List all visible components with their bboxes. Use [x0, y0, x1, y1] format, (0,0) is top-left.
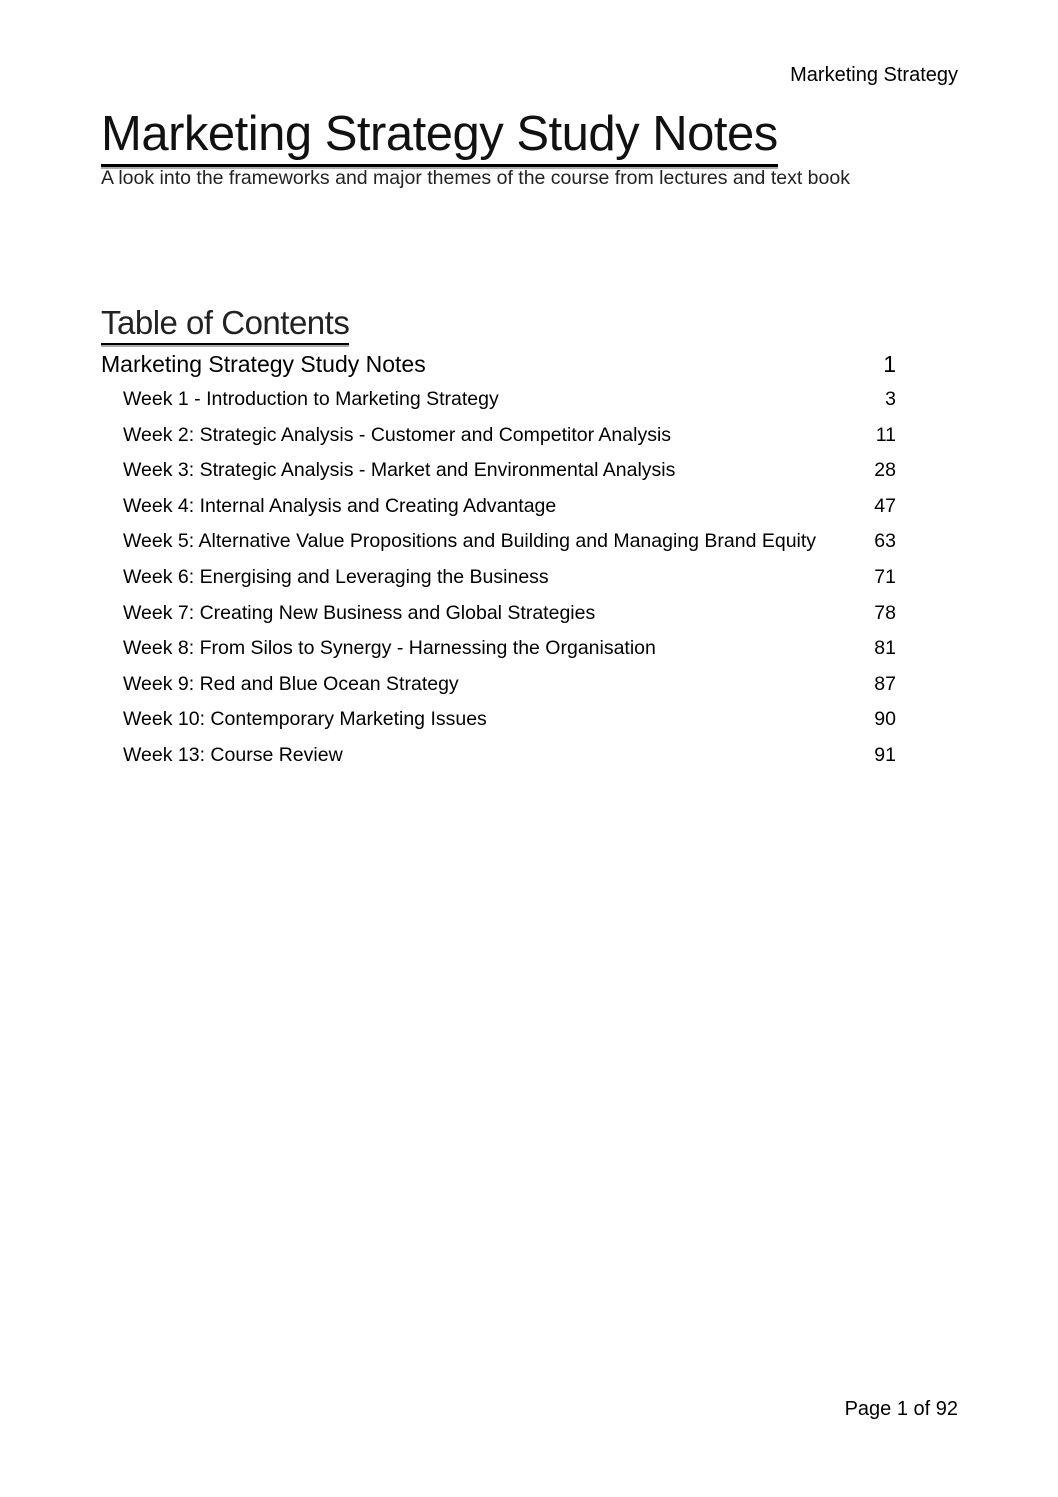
toc-entry-label[interactable]: Week 2: Strategic Analysis - Customer and Competitor Analysis — [123, 423, 672, 446]
toc-entry[interactable] — [101, 418, 896, 454]
toc-entry[interactable] — [101, 524, 896, 560]
toc-entry-label[interactable]: Week 8: From Silos to Synergy - Harnessing the Organisation — [123, 637, 656, 660]
toc-entry-page: 47 — [874, 494, 896, 517]
toc-entry-label[interactable]: Week 10: Contemporary Marketing Issues — [123, 708, 487, 731]
toc-entry-label[interactable]: Week 3: Strategic Analysis - Market and Environmental Analysis — [123, 459, 676, 482]
toc-entry-page: 81 — [874, 637, 896, 660]
document-subtitle: A look into the frameworks and major themes of the course from lectures and text book — [101, 167, 850, 189]
toc-entry[interactable] — [101, 702, 896, 738]
toc-entry-page: 90 — [874, 708, 896, 731]
toc-entry-page: 71 — [874, 565, 896, 588]
toc-entry-label[interactable]: Marketing Strategy Study Notes — [101, 351, 426, 377]
toc-entry-page: 11 — [875, 423, 896, 446]
toc-heading: Table of Contents — [101, 303, 349, 345]
toc-entry[interactable] — [101, 596, 896, 632]
toc-entry[interactable] — [101, 346, 896, 382]
toc-entry-label[interactable]: Week 5: Alternative Value Propositions and Building and Managing Brand Equity — [123, 530, 817, 553]
toc-entry[interactable] — [101, 560, 896, 596]
toc-entry-page: 3 — [885, 388, 896, 410]
document-title: Marketing Strategy Study Notes — [101, 104, 778, 167]
toc-entry-page: 63 — [874, 530, 896, 553]
toc-entry-page: 1 — [883, 351, 896, 377]
toc-entry[interactable] — [101, 631, 896, 667]
toc-entry[interactable] — [101, 382, 896, 418]
toc-entry-label[interactable]: Week 13: Course Review — [123, 743, 343, 766]
table-of-contents — [101, 346, 896, 774]
toc-entry-page: 91 — [874, 743, 896, 766]
toc-entry-label[interactable]: Week 4: Internal Analysis and Creating Advantage — [123, 494, 557, 517]
toc-entry-label[interactable]: Week 7: Creating New Business and Global Strategies — [123, 601, 596, 624]
toc-entry-page: 78 — [874, 601, 896, 624]
page-indicator: Page 1 of 92 — [844, 1398, 958, 1420]
toc-entry-page: 28 — [874, 459, 896, 482]
toc-entry[interactable] — [101, 667, 896, 703]
toc-entry-label[interactable]: Week 9: Red and Blue Ocean Strategy — [123, 672, 459, 695]
running-header: Marketing Strategy — [790, 64, 958, 86]
toc-entry-label[interactable]: Week 1 - Introduction to Marketing Strategy — [123, 388, 499, 410]
toc-entry[interactable] — [101, 453, 896, 489]
toc-entry-label[interactable]: Week 6: Energising and Leveraging the Business — [123, 565, 549, 588]
toc-entry[interactable] — [101, 738, 896, 774]
toc-entry[interactable] — [101, 489, 896, 525]
toc-entry-page: 87 — [874, 672, 896, 695]
